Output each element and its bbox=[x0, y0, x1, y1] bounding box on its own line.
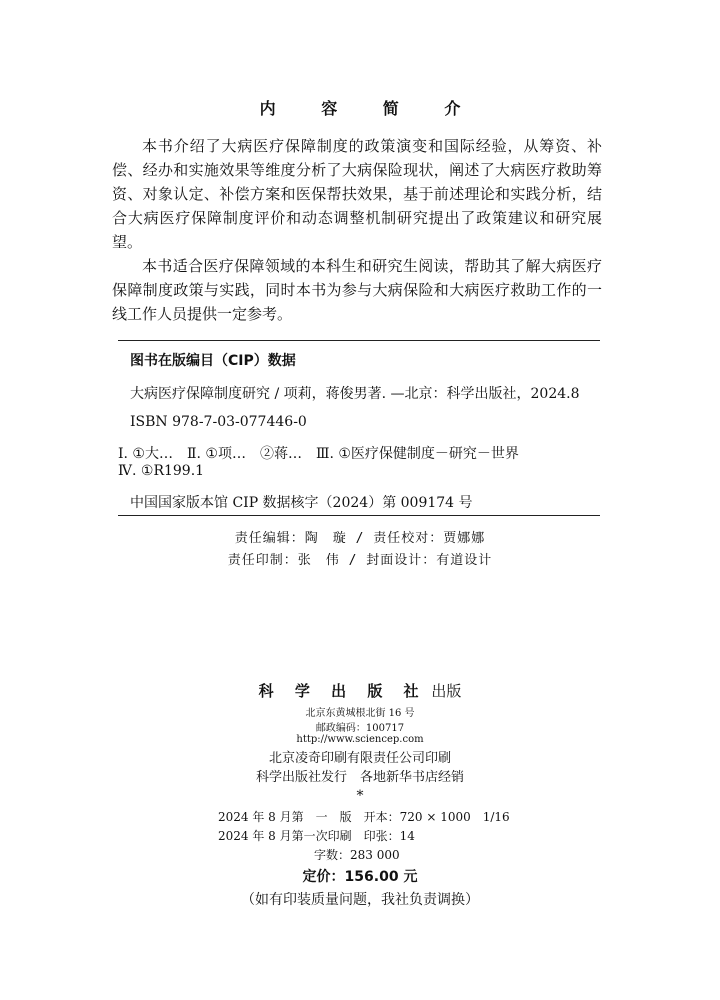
cip-top-divider bbox=[118, 340, 600, 341]
cip-isbn: ISBN 978-7-03-077446-0 bbox=[130, 414, 307, 430]
intro-paragraph-2: 本书适合医疗保障领域的本科生和研究生阅读，帮助其了解大病医疗保障制度政策与实践，同时本书为参与大病保险和大病医疗救助工作的一线工作人员提供一定参考。 bbox=[112, 257, 602, 323]
publisher-url: http://www.sciencep.com bbox=[296, 734, 424, 745]
publisher-address: 北京东黄城根北街 16 号 bbox=[305, 708, 415, 719]
word-count: 字数：283 000 bbox=[314, 848, 400, 862]
cip-bottom-divider bbox=[118, 515, 600, 516]
cip-classification-line-2: Ⅳ. ①R199.1 bbox=[118, 463, 205, 479]
cip-title-line: 大病医疗保障制度研究 / 项莉，蒋俊男著. —北京：科学出版社，2024.8 bbox=[130, 386, 580, 402]
page-title: 内 容 简 介 bbox=[259, 99, 481, 118]
publisher-imprint bbox=[0, 680, 720, 701]
price: 定价：156.00 元 bbox=[302, 869, 418, 885]
publisher-postcode: 邮政编码：100717 bbox=[315, 723, 405, 734]
cip-heading: 图书在版编目（CIP）数据 bbox=[130, 353, 296, 369]
printing-info: 2024 年 8 月第一次印刷 印张：14 bbox=[218, 829, 415, 843]
staff-credits-line-2: 责任印制：张 伟 / 封面设计：有道设计 bbox=[227, 553, 493, 568]
intro-section bbox=[112, 134, 602, 326]
publisher-suffix: 出版 bbox=[431, 682, 462, 700]
quality-notice: （如有印装质量问题，我社负责调换） bbox=[241, 892, 479, 908]
distribution-line: 科学出版社发行 各地新华书店经销 bbox=[255, 770, 464, 785]
cip-classification-line: Ⅰ. ①大… Ⅱ. ①项… ②蒋… Ⅲ. ①医疗保健制度－研究－世界 bbox=[118, 446, 519, 462]
publisher-name: 科 学 出 版 社 bbox=[258, 682, 427, 700]
cip-record-number: 中国国家版本馆 CIP 数据核字（2024）第 009174 号 bbox=[130, 495, 473, 511]
staff-credits-line-1: 责任编辑：陶 璇 / 责任校对：贾娜娜 bbox=[234, 531, 486, 546]
edition-info: 2024 年 8 月第 一 版 开本：720 × 1000 1/16 bbox=[218, 810, 510, 824]
intro-paragraph-1: 本书介绍了大病医疗保障制度的政策演变和国际经验，从筹资、补偿、经办和实施效果等维度分析了大病保险现状，阐述了大病医疗救助筹资、对象认定、补偿方案和医保帮扶效果，基于前述理论和实践分析，结合大病医疗保障制度评价和动态调整机制研究提出了政策建议和研究展望。 bbox=[112, 137, 602, 251]
separator-star: * bbox=[356, 788, 364, 804]
printer-line: 北京凌奇印刷有限责任公司印刷 bbox=[268, 751, 451, 766]
